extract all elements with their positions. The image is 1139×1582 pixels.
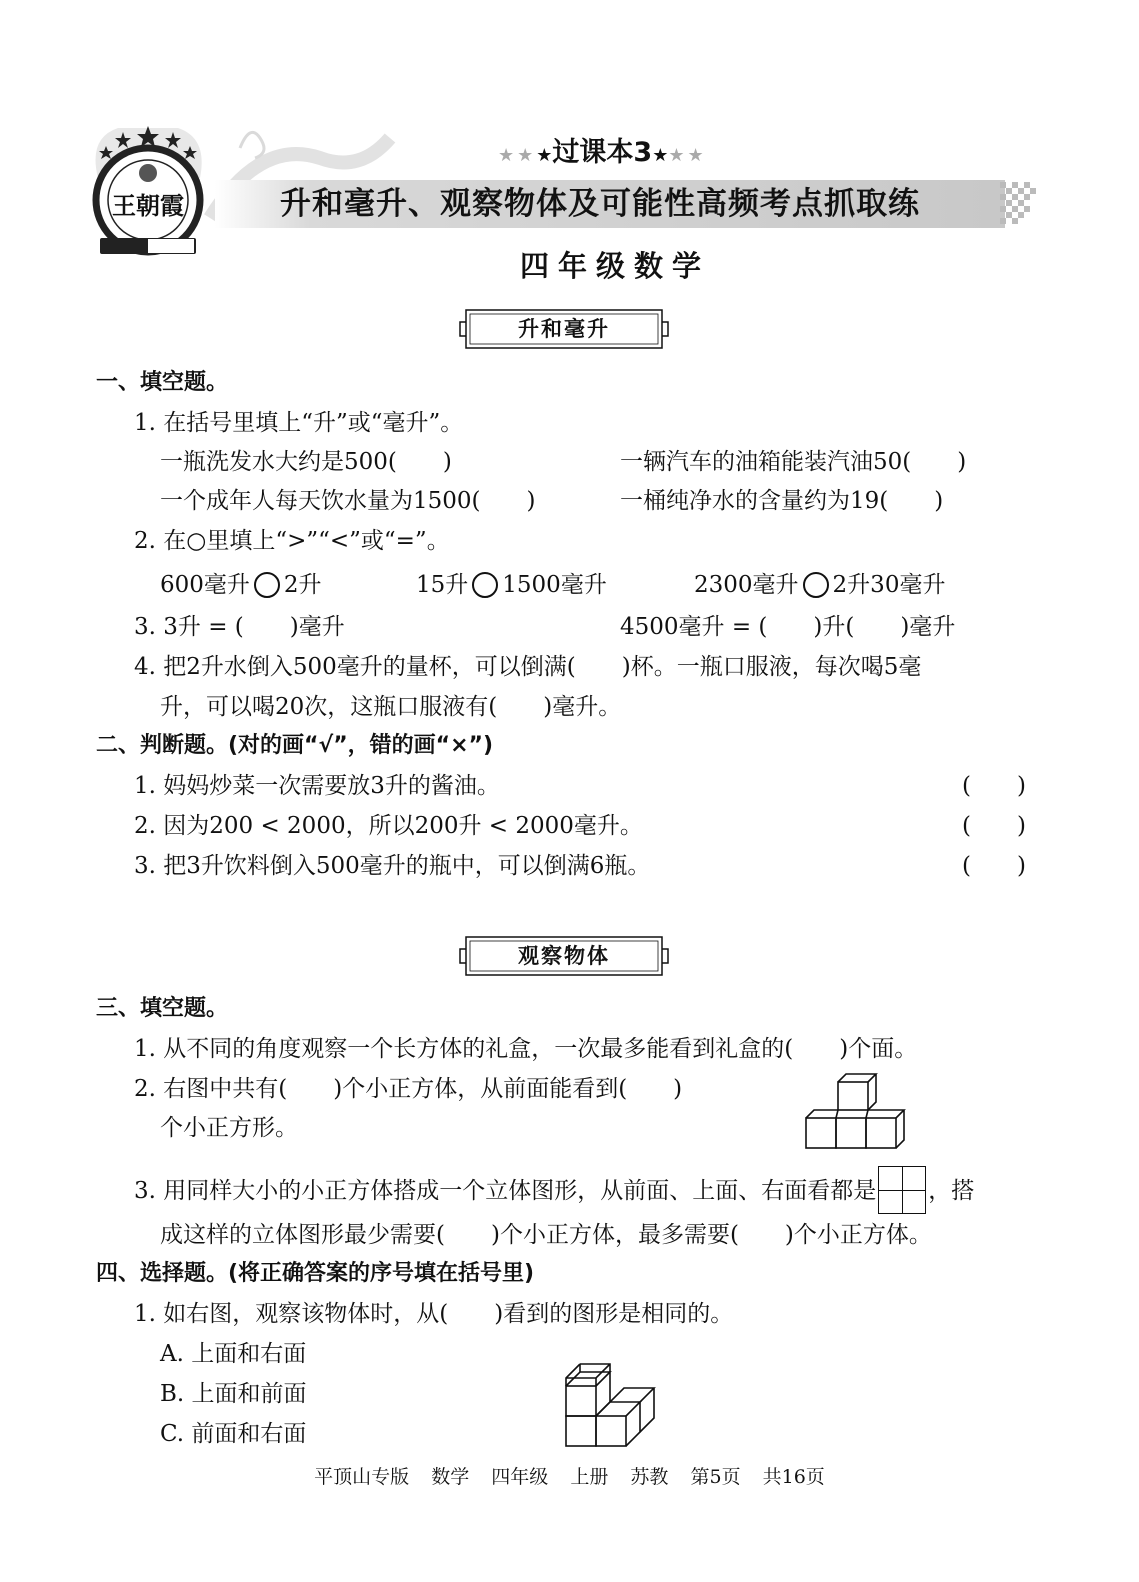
judge-blank[interactable]: ( ) (962, 773, 1026, 799)
judge-blank[interactable]: ( ) (962, 853, 1026, 879)
page-footer (0, 1462, 1139, 1489)
section-4-heading: 四、选择题。(将正确答案的序号填在括号里) (96, 1261, 535, 1286)
footer-page: 第5页 (690, 1466, 741, 1488)
compare-left: 600毫升 (160, 572, 250, 598)
cube-figure-2 (560, 1360, 670, 1450)
footer-grade: 四年级 (491, 1466, 549, 1488)
page-subtitle: 四年级数学 (520, 249, 711, 283)
q1-1c: 一个成年人每天饮水量为1500( ) (160, 488, 536, 514)
compare-left: 15升 (416, 572, 469, 598)
checker-decoration (1000, 182, 1040, 226)
section-banner-observe (458, 933, 670, 979)
q3-3a-text: 3. 用同样大小的小正方体搭成一个立体图形，从前面、上面、右面看都是 (134, 1178, 877, 1204)
q1-1: 1. 在括号里填上“升”或“毫升”。 (134, 410, 464, 436)
q3-3a (134, 1166, 974, 1214)
footer-total: 共16页 (762, 1466, 825, 1488)
choice-option: B. 上面和前面 (160, 1381, 307, 1407)
q3-1: 1. 从不同的角度观察一个长方体的礼盒，一次最多能看到礼盒的( )个面。 (134, 1036, 918, 1062)
q3-2b: 个小正方形。 (160, 1115, 298, 1141)
section-1-heading: 一、填空题。 (96, 370, 229, 395)
q1-4b: 升，可以喝20次，这瓶口服液有( )毫升。 (160, 694, 622, 720)
section-3-heading: 三、填空题。 (96, 996, 229, 1021)
judge-blank[interactable]: ( ) (962, 813, 1026, 839)
q1-1d: 一桶纯净水的含量约为19( ) (620, 488, 944, 514)
banner-label: 观察物体 (518, 944, 610, 968)
q1-2a (160, 570, 322, 600)
q1-1b: 一辆汽车的油箱能装汽油50( ) (620, 449, 967, 475)
choice-option: C. 前面和右面 (160, 1421, 307, 1447)
section-banner-liters (458, 306, 670, 352)
section-2-heading: 二、判断题。(对的画“√”，错的画“×”) (96, 733, 494, 758)
q4-1: 1. 如右图，观察该物体时，从( )看到的图形是相同的。 (134, 1301, 734, 1327)
banner-label: 升和毫升 (518, 317, 610, 341)
q3-3a-tail: ，搭 (928, 1178, 975, 1204)
q1-1a: 一瓶洗发水大约是500( ) (160, 449, 452, 475)
compare-right: 2升30毫升 (832, 572, 946, 598)
q1-2b (416, 570, 607, 600)
q1-3b: 4500毫升 = ( )升( )毫升 (620, 614, 956, 640)
compare-circle[interactable] (472, 572, 498, 598)
compare-circle[interactable] (803, 572, 829, 598)
footer-publisher: 苏教 (630, 1466, 669, 1488)
logo (78, 118, 218, 268)
page-title: 升和毫升、观察物体及可能性高频考点抓取练 (280, 186, 920, 222)
compare-right: 1500毫升 (502, 572, 607, 598)
logo-name: 王朝霞 (112, 191, 184, 220)
q3-2a: 2. 右图中共有( )个小正方体，从前面能看到( ) (134, 1076, 683, 1102)
q1-4a: 4. 把2升水倒入500毫升的量杯，可以倒满( )杯。一瓶口服液，每次喝5毫 (134, 654, 922, 680)
footer-edition: 平顶山专版 (314, 1466, 410, 1488)
footer-subject: 数学 (431, 1466, 470, 1488)
compare-left: 2300毫升 (694, 572, 799, 598)
q3-3b: 成这样的立体图形最少需要( )个小正方体，最多需要( )个小正方体。 (160, 1222, 932, 1248)
compare-circle[interactable] (254, 572, 280, 598)
judge-item: 1. 妈妈炒菜一次需要放3升的酱油。 (134, 773, 500, 799)
q1-3a: 3. 3升 = ( )毫升 (134, 614, 345, 640)
choice-option: A. 上面和右面 (160, 1341, 307, 1367)
four-square-icon (878, 1166, 926, 1214)
q1-2: 2. 在○里填上“>”“<”或“=”。 (134, 528, 450, 554)
compare-right: 2升 (283, 572, 322, 598)
series-title: ★★★过课本3★★★ (498, 137, 707, 168)
footer-volume: 上册 (570, 1466, 609, 1488)
q1-2c (694, 570, 945, 600)
judge-item: 3. 把3升饮料倒入500毫升的瓶中，可以倒满6瓶。 (134, 853, 651, 879)
cube-figure-1 (800, 1068, 910, 1154)
judge-item: 2. 因为200 < 2000，所以200升 < 2000毫升。 (134, 813, 643, 839)
